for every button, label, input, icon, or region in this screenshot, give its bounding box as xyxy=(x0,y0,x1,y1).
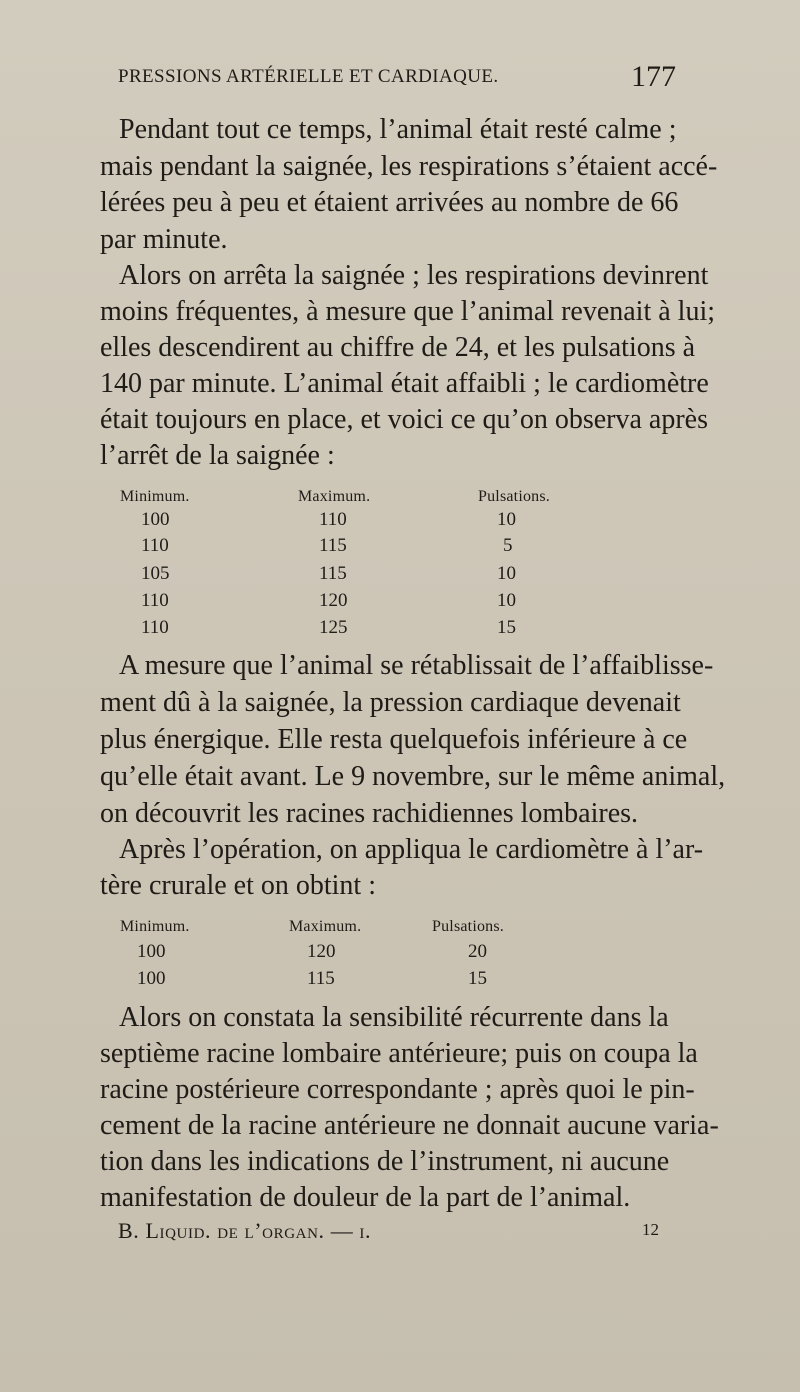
text-line: mais pendant la saignée, les respirations s’étaient accé- xyxy=(100,151,718,182)
table-cell: 105 xyxy=(141,563,170,584)
text-line: cement de la racine antérieure ne donnait aucune varia- xyxy=(100,1110,719,1141)
table-cell: 110 xyxy=(141,535,169,556)
table-cell: 15 xyxy=(497,617,516,638)
text-line: plus énergique. Elle resta quelquefois inférieure à ce xyxy=(100,724,688,755)
running-title: PRESSIONS ARTÉRIELLE ET CARDIAQUE. xyxy=(118,66,499,87)
column-header-maximum: Maximum. xyxy=(298,488,371,505)
column-header-minimum: Minimum. xyxy=(120,918,190,935)
text-line: moins fréquentes, à mesure que l’animal revenait à lui; xyxy=(100,296,716,327)
column-header-pulsations: Pulsations. xyxy=(432,918,504,935)
text-line: Pendant tout ce temps, l’animal était resté calme ; xyxy=(119,114,677,145)
table-cell: 115 xyxy=(319,535,347,556)
table-cell: 120 xyxy=(319,590,348,611)
table-cell: 125 xyxy=(319,617,348,638)
table-cell: 100 xyxy=(141,509,170,530)
text-line: par minute. xyxy=(100,224,228,255)
table-cell: 115 xyxy=(319,563,347,584)
text-line: 140 par minute. L’animal était affaibli ; le cardiomètre xyxy=(100,368,709,399)
text-line: on découvrit les racines rachidiennes lombaires. xyxy=(100,798,639,829)
column-header-pulsations: Pulsations. xyxy=(478,488,550,505)
sheet-number: 12 xyxy=(642,1220,659,1239)
signature-mark: B. Liquid. de l’organ. — i. xyxy=(118,1218,372,1243)
column-header-maximum: Maximum. xyxy=(289,918,362,935)
text-line: elles descendirent au chiffre de 24, et les pulsations à xyxy=(100,332,696,363)
text-line: était toujours en place, et voici ce qu’on observa après xyxy=(100,404,708,435)
table-cell: 110 xyxy=(319,509,347,530)
table-cell: 100 xyxy=(137,968,166,989)
text-line: racine postérieure correspondante ; après quoi le pin- xyxy=(100,1074,695,1105)
text-line: ment dû à la saignée, la pression cardiaque devenait xyxy=(100,687,681,718)
text-line: septième racine lombaire antérieure; puis on coupa la xyxy=(100,1038,698,1069)
table-cell: 110 xyxy=(141,617,169,638)
text-line: l’arrêt de la saignée : xyxy=(100,440,335,471)
text-line: lérées peu à peu et étaient arrivées au nombre de 66 xyxy=(100,187,679,218)
text-line: Alors on constata la sensibilité récurrente dans la xyxy=(119,1002,669,1033)
text-line: tère crurale et on obtint : xyxy=(100,870,376,901)
table-cell: 10 xyxy=(497,590,516,611)
page-header xyxy=(118,62,676,102)
table-cell: 15 xyxy=(468,968,487,989)
page-number: 177 xyxy=(631,60,676,93)
table-cell: 20 xyxy=(468,941,487,962)
text-line: qu’elle était avant. Le 9 novembre, sur le même animal, xyxy=(100,761,726,792)
table-cell: 10 xyxy=(497,563,516,584)
text-line: tion dans les indications de l’instrument, ni aucune xyxy=(100,1146,670,1177)
table-cell: 120 xyxy=(307,941,336,962)
table-cell: 100 xyxy=(137,941,166,962)
table-cell: 115 xyxy=(307,968,335,989)
text-line: manifestation de douleur de la part de l’animal. xyxy=(100,1182,631,1213)
column-header-minimum: Minimum. xyxy=(120,488,190,505)
table-cell: 10 xyxy=(497,509,516,530)
text-line: A mesure que l’animal se rétablissait de l’affaiblisse- xyxy=(119,650,714,681)
table-cell: 110 xyxy=(141,590,169,611)
table-cell: 5 xyxy=(503,535,513,556)
text-line: Alors on arrêta la saignée ; les respirations devinrent xyxy=(119,260,709,291)
text-line: Après l’opération, on appliqua le cardiomètre à l’ar- xyxy=(119,834,704,865)
